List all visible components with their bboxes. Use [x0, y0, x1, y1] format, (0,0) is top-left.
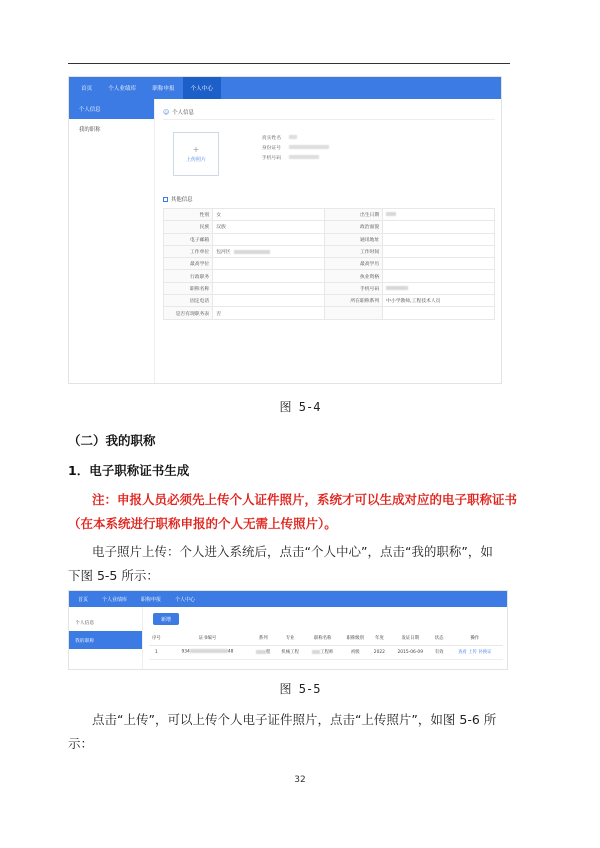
table-row: 性别 女 出生日期	[164, 209, 495, 221]
field-phone: 手机号码	[253, 152, 329, 162]
col-header: 操作	[446, 631, 503, 645]
redacted-value	[289, 135, 297, 139]
paragraph-2-line-1: 点击“上传”，可以上传个人电子证件照片，点击“上传照片”，如图 5-6 所	[92, 712, 497, 727]
basic-fields	[253, 132, 329, 188]
nav-title-apply[interactable]: 职称申报	[141, 596, 162, 603]
upload-link[interactable]: 上传	[468, 650, 477, 655]
field-id-number: 身份证号	[253, 142, 329, 152]
sidebar	[69, 99, 155, 383]
detail-section-title: 其他信息	[163, 194, 495, 204]
note-line-2: （在本系统进行职称申报的个人无需上传照片）。	[68, 516, 337, 531]
personal-section-title: ☺ 个人信息	[163, 108, 194, 116]
nav-home[interactable]: 首页	[78, 596, 89, 603]
redacted-value	[386, 286, 408, 290]
sidebar-item-personal-info[interactable]: 个人信息	[69, 99, 154, 119]
col-header: 状态	[432, 631, 447, 645]
plus-icon: +	[192, 144, 200, 154]
col-header: 序号	[149, 631, 164, 645]
square-icon	[163, 197, 168, 202]
screenshot-personal-center	[68, 76, 502, 384]
main-content	[163, 107, 495, 383]
sidebar-item-personal-info[interactable]: 个人信息	[75, 620, 95, 626]
table-row: 是否有现职务表 否	[164, 307, 495, 319]
paragraph-1-line-1: 电子照片上传：个人进入系统后，点击“个人中心”，点击“我的职称”，如	[92, 544, 493, 559]
nav-home[interactable]: 首页	[81, 86, 93, 92]
upload-photo-button[interactable]: + 上传照片	[173, 132, 219, 176]
paragraph-2-line-2: 示：	[68, 736, 94, 751]
table-row: 电子邮箱 通讯地址	[164, 233, 495, 245]
redacted-value	[312, 650, 320, 654]
sidebar-item-my-title[interactable]: 我的职称	[79, 127, 101, 133]
nav-personal-center[interactable]: 个人中心	[183, 77, 221, 99]
nav-achievement[interactable]: 个人业绩库	[108, 86, 137, 92]
redacted-value	[289, 155, 319, 159]
screenshot-my-title	[68, 590, 508, 670]
table-row: 行政职务 执业资格	[164, 270, 495, 282]
sub-heading: 1．电子职称证书生成	[68, 463, 190, 478]
note-line-1: 注：申报人员必须先上传个人证件照片，系统才可以生成对应的电子职称证书	[92, 492, 518, 507]
table-header	[149, 631, 503, 645]
user-icon: ☺	[163, 108, 170, 116]
replace-cert-link[interactable]: 补换证	[478, 650, 492, 655]
sidebar-item-my-title[interactable]: 我的职称	[69, 631, 142, 649]
table-row: 职称名称 手机号码	[164, 282, 495, 294]
section-heading: （二）我的职称	[68, 433, 156, 448]
redacted-value	[234, 250, 270, 254]
table-row: 最高学位 最高学历	[164, 258, 495, 270]
figure-caption-5-4: 图 5-4	[279, 400, 321, 414]
sidebar	[69, 607, 143, 669]
divider	[163, 119, 495, 120]
col-header: 职称名称	[305, 631, 341, 645]
col-header: 系列	[251, 631, 275, 645]
table-row: 工作单位 包河区 工作时间	[164, 245, 495, 257]
col-header: 专业	[275, 631, 305, 645]
field-real-name: 真实姓名	[253, 132, 329, 142]
redacted-value	[190, 649, 228, 653]
col-header: 职称级别	[340, 631, 370, 645]
nav-title-apply[interactable]: 职称申报	[152, 86, 175, 92]
title-table	[149, 631, 503, 660]
header-rule	[68, 63, 510, 64]
view-link[interactable]: 查看	[457, 650, 467, 655]
redacted-value	[289, 145, 329, 149]
top-nav	[69, 77, 501, 99]
col-header: 证书编号	[164, 631, 251, 645]
main-content	[149, 613, 503, 669]
figure-caption-5-5: 图 5-5	[279, 682, 321, 696]
detail-table	[163, 208, 495, 320]
col-header: 发证日期	[389, 631, 432, 645]
page-number: 32	[294, 775, 306, 785]
top-nav	[69, 591, 507, 607]
redacted-value	[256, 650, 266, 654]
redacted-value	[386, 212, 396, 216]
table-row: 固定电话 所在职称系列 中小学教师,工程技术人员	[164, 295, 495, 307]
table-row: 民族 汉族 政治面貌	[164, 221, 495, 233]
add-button[interactable]: 新增	[153, 613, 179, 625]
basic-info	[163, 132, 495, 188]
nav-achievement[interactable]: 个人业绩库	[102, 596, 128, 603]
paragraph-1-line-2: 下图 5-5 所示：	[68, 568, 159, 583]
table-row: 1 934 48 程 机械工程 工程师 初级 2022 2015-06-09 有效 查看 上传 补换证	[149, 645, 503, 659]
nav-personal-center[interactable]: 个人中心	[175, 596, 196, 603]
col-header: 年度	[370, 631, 389, 645]
